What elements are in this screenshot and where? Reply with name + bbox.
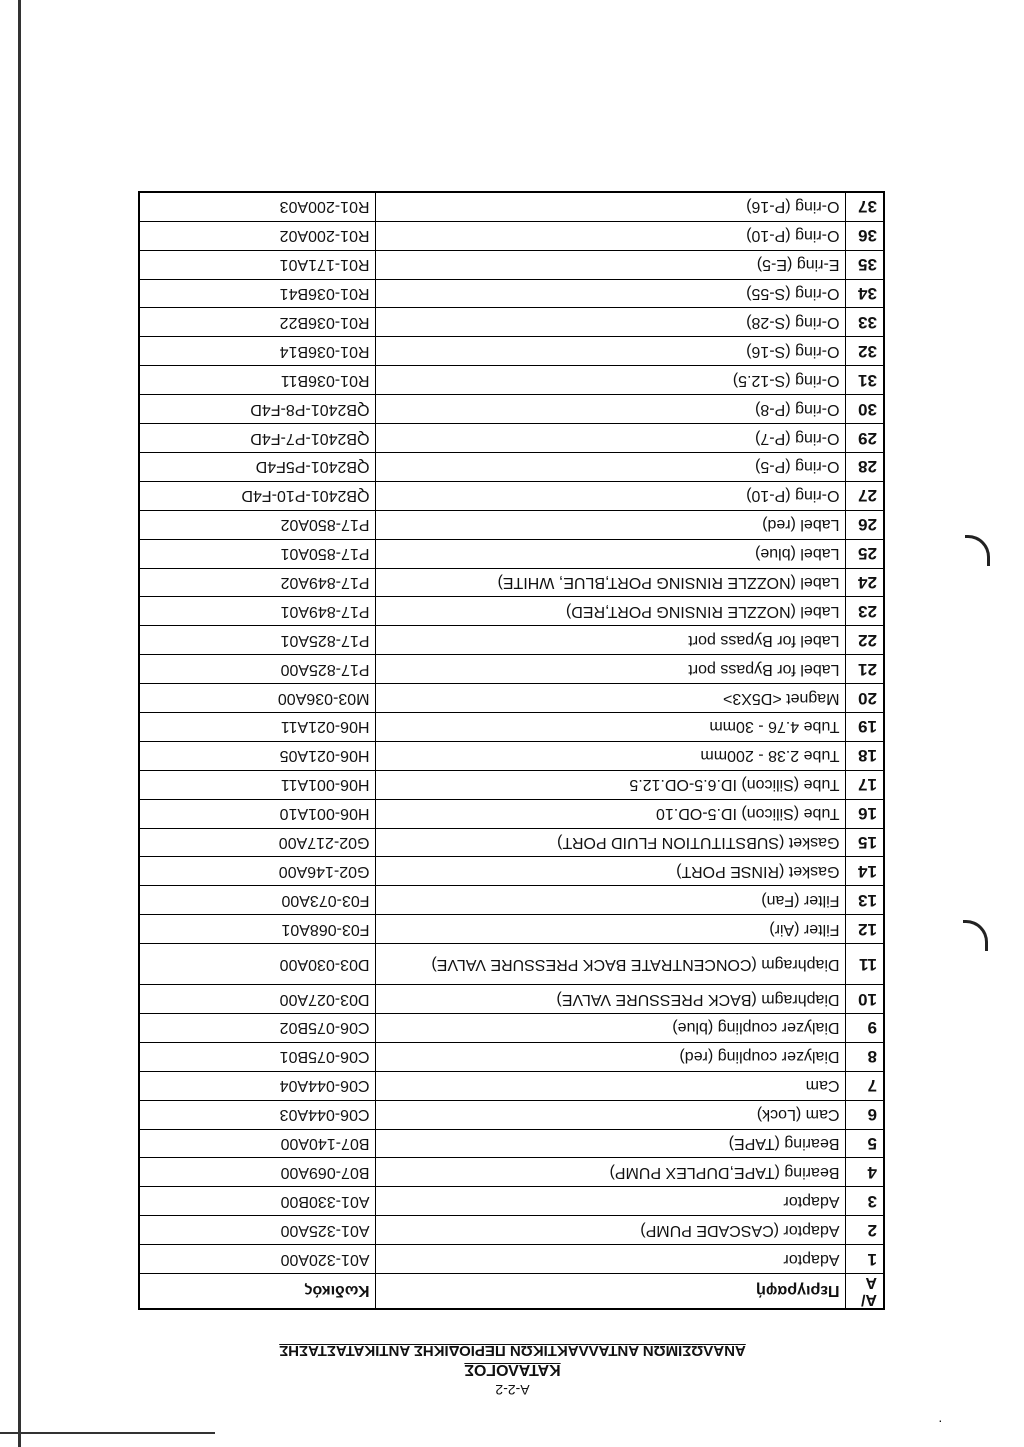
row-number: 34: [846, 279, 884, 308]
row-code: G02-146A00: [139, 857, 376, 886]
row-number: 10: [846, 985, 884, 1014]
row-code: C06-075B02: [139, 1013, 376, 1042]
row-description: O-ring (P-8): [376, 395, 846, 424]
row-description: O-ring (P-5): [376, 452, 846, 481]
row-code: P17-850A02: [139, 510, 376, 539]
table-row: [139, 712, 884, 741]
table-body: [139, 192, 884, 1274]
table-row: [139, 1187, 884, 1216]
row-description: Tube (Silicon) ID.6.5-OD.12.5: [376, 770, 846, 799]
table-row: [139, 192, 884, 221]
row-code: C06-075B01: [139, 1042, 376, 1071]
corner-dot-mark: ·: [938, 1412, 943, 1428]
left-margin-rule: [18, 0, 21, 1447]
row-number: 13: [846, 886, 884, 915]
table-row: [139, 510, 884, 539]
rotated-document-page: [140, 85, 885, 1405]
row-description: O-ring (S-55): [376, 279, 846, 308]
table-row: [139, 741, 884, 770]
row-number: 30: [846, 395, 884, 424]
row-number: 31: [846, 366, 884, 395]
row-code: H06-021A05: [139, 741, 376, 770]
row-code: D03-030A00: [139, 944, 376, 985]
table-header-row: [139, 1274, 884, 1310]
table-row: [139, 1013, 884, 1042]
row-description: Label (blue): [376, 539, 846, 568]
row-number: 1: [846, 1245, 884, 1274]
row-description: Filter (Air): [376, 915, 846, 944]
table-row: [139, 944, 884, 985]
row-code: P17-850A01: [139, 539, 376, 568]
document-subtitle: ΑΝΑΛΩΣΙΜΩΝ ΑΝΤΑΛΛΑΚΤΙΚΩΝ ΠΕΡΙΟΔΙΚΗΣ ΑΝΤΙΚΑΤΑΣΤΑΣΗΣ: [279, 1342, 746, 1359]
table-row: [139, 395, 884, 424]
row-number: 5: [846, 1129, 884, 1158]
row-description: Diaphragm (CONCENTRATE BACK PRESSURE VALVE): [376, 944, 846, 985]
table-row: [139, 250, 884, 279]
row-description: Gasket (SUBSTITUTION FLUID PORT): [376, 828, 846, 857]
row-description: E-ring (E-5): [376, 250, 846, 279]
row-description: Cam (Lock): [376, 1100, 846, 1129]
row-number: 8: [846, 1042, 884, 1071]
binder-mark-lower: [963, 920, 988, 951]
table-row: [139, 337, 884, 366]
table-row: [139, 424, 884, 453]
row-code: QB2401-P8-F4D: [139, 395, 376, 424]
row-number: 23: [846, 597, 884, 626]
row-number: 35: [846, 250, 884, 279]
table-row: [139, 1158, 884, 1187]
table-row: [139, 308, 884, 337]
row-description: Label (NOZZLE RINSING PORT,BLUE, WHITE): [376, 568, 846, 597]
row-description: O-ring (S-12.5): [376, 366, 846, 395]
row-description: Label (red): [376, 510, 846, 539]
table-row: [139, 799, 884, 828]
table-row: [139, 886, 884, 915]
row-number: 20: [846, 684, 884, 713]
row-number: 4: [846, 1158, 884, 1187]
row-number: 9: [846, 1013, 884, 1042]
row-number: 6: [846, 1100, 884, 1129]
row-description: Label for Bypass port: [376, 626, 846, 655]
row-code: F03-073A00: [139, 886, 376, 915]
row-code: D03-027A00: [139, 985, 376, 1014]
row-number: 37: [846, 192, 884, 221]
table-row: [139, 857, 884, 886]
row-description: O-ring (P-10): [376, 481, 846, 510]
row-code: F03-068A01: [139, 915, 376, 944]
row-code: P17-825A00: [139, 655, 376, 684]
row-description: Label (NOZZLE RINSING PORT,RED): [376, 597, 846, 626]
row-description: O-ring (P-16): [376, 192, 846, 221]
table-row: [139, 985, 884, 1014]
row-code: H06-021A11: [139, 712, 376, 741]
table-row: [139, 1042, 884, 1071]
row-code: R01-036B11: [139, 366, 376, 395]
header-number: Α/Α: [846, 1274, 884, 1310]
row-code: B07-140A00: [139, 1129, 376, 1158]
row-code: R01-036B41: [139, 279, 376, 308]
row-code: QB2401-P7-F4D: [139, 424, 376, 453]
row-description: Filter (Fan): [376, 886, 846, 915]
row-number: 18: [846, 741, 884, 770]
table-row: [139, 770, 884, 799]
row-code: M03-036A00: [139, 684, 376, 713]
row-description: Diaphragm (BACK PRESSURE VALVE): [376, 985, 846, 1014]
row-description: Tube 2.38 - 200mm: [376, 741, 846, 770]
row-description: Dialyzer coupling (blue): [376, 1013, 846, 1042]
row-number: 24: [846, 568, 884, 597]
row-number: 2: [846, 1216, 884, 1245]
row-description: O-ring (P-7): [376, 424, 846, 453]
row-code: P17-849A02: [139, 568, 376, 597]
row-number: 26: [846, 510, 884, 539]
page-number: A-2-2: [495, 1382, 530, 1398]
row-code: A01-325A00: [139, 1216, 376, 1245]
row-description: Adaptor: [376, 1187, 846, 1216]
row-description: O-ring (P-10): [376, 221, 846, 250]
row-number: 3: [846, 1187, 884, 1216]
row-code: R01-200A02: [139, 221, 376, 250]
row-number: 17: [846, 770, 884, 799]
row-description: Label for Bypass port: [376, 655, 846, 684]
row-code: C06-044A04: [139, 1071, 376, 1100]
row-code: QB2401-P10-F4D: [139, 481, 376, 510]
table-row: [139, 915, 884, 944]
row-code: R01-171A01: [139, 250, 376, 279]
row-code: A01-320A00: [139, 1245, 376, 1274]
row-code: A01-330B00: [139, 1187, 376, 1216]
document-title: ΚΑΤΑΛΟΓΟΣ: [464, 1361, 561, 1378]
table-row: [139, 221, 884, 250]
row-description: Magnet <D5X3>: [376, 684, 846, 713]
row-description: Bearing (TAPE,DUPLEX PUMP): [376, 1158, 846, 1187]
row-number: 28: [846, 452, 884, 481]
row-code: B07-069A00: [139, 1158, 376, 1187]
row-code: P17-825A01: [139, 626, 376, 655]
binder-mark-upper: [965, 535, 990, 566]
row-code: G02-217A00: [139, 828, 376, 857]
table-row: [139, 1216, 884, 1245]
row-number: 36: [846, 221, 884, 250]
table-row: [139, 279, 884, 308]
table-row: [139, 452, 884, 481]
row-code: R01-036B14: [139, 337, 376, 366]
row-number: 29: [846, 424, 884, 453]
row-number: 33: [846, 308, 884, 337]
table-row: [139, 655, 884, 684]
row-number: 16: [846, 799, 884, 828]
table-row: [139, 828, 884, 857]
table-row: [139, 626, 884, 655]
row-description: Adaptor: [376, 1245, 846, 1274]
row-description: Bearing (TAPE): [376, 1129, 846, 1158]
row-code: P17-849A01: [139, 597, 376, 626]
document-header: [140, 1310, 885, 1405]
row-number: 12: [846, 915, 884, 944]
row-code: R01-200A03: [139, 192, 376, 221]
row-number: 15: [846, 828, 884, 857]
row-number: 7: [846, 1071, 884, 1100]
table-row: [139, 568, 884, 597]
row-description: O-ring (S-28): [376, 308, 846, 337]
spare-parts-table: [138, 191, 885, 1310]
bottom-margin-rule: [0, 1432, 215, 1434]
row-number: 22: [846, 626, 884, 655]
row-number: 14: [846, 857, 884, 886]
table-row: [139, 684, 884, 713]
row-code: R01-036B22: [139, 308, 376, 337]
table-row: [139, 366, 884, 395]
row-description: Tube 4.76 - 30mm: [376, 712, 846, 741]
row-number: 32: [846, 337, 884, 366]
row-code: H06-001A10: [139, 799, 376, 828]
row-number: 25: [846, 539, 884, 568]
header-code: Κωδικός: [139, 1274, 376, 1310]
row-description: Gasket (RINSE PORT): [376, 857, 846, 886]
table-row: [139, 1100, 884, 1129]
table-row: [139, 481, 884, 510]
header-description: Περιγραφή: [376, 1274, 846, 1310]
row-code: QB2401-P5F4D: [139, 452, 376, 481]
row-number: 21: [846, 655, 884, 684]
row-description: Cam: [376, 1071, 846, 1100]
table-row: [139, 539, 884, 568]
table-row: [139, 1245, 884, 1274]
row-number: 11: [846, 944, 884, 985]
table-row: [139, 597, 884, 626]
table-row: [139, 1129, 884, 1158]
row-number: 19: [846, 712, 884, 741]
row-code: C06-044A03: [139, 1100, 376, 1129]
row-description: Adaptor (CASCADE PUMP): [376, 1216, 846, 1245]
table-row: [139, 1071, 884, 1100]
row-description: O-ring (S-16): [376, 337, 846, 366]
row-code: H06-001A11: [139, 770, 376, 799]
row-number: 27: [846, 481, 884, 510]
row-description: Dialyzer coupling (red): [376, 1042, 846, 1071]
row-description: Tube (Silicon) ID.5-OD.10: [376, 799, 846, 828]
